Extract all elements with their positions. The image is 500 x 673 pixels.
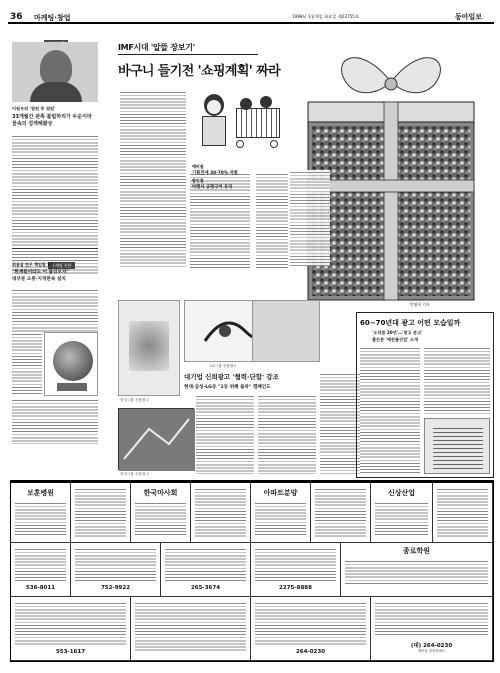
ad-box	[11, 597, 131, 661]
portrait-photo	[12, 42, 98, 102]
feature-rule	[118, 54, 258, 55]
ad-box	[341, 543, 493, 597]
page-number: 36	[10, 12, 23, 22]
left-body-text-2	[12, 288, 98, 332]
section-name: 마케팅·창업	[34, 14, 71, 22]
ad-image-3	[252, 300, 320, 362]
ad-image-1	[118, 300, 180, 396]
newspaper-name: 동아일보	[455, 12, 483, 21]
right-body-col-1	[360, 346, 420, 474]
ad-phone: 536-8011	[25, 585, 56, 591]
ad-name: 한국마사회	[143, 489, 178, 497]
ad-box	[11, 483, 71, 543]
left-headline: 33개월간 판촉 불립하리가 두운이라 꿈속의 검색해봤상	[12, 114, 92, 127]
sub2-label: 할인점	[192, 178, 204, 183]
ad-box	[71, 483, 131, 543]
ad-box	[311, 483, 371, 543]
right-kicker: '오리콤 20년'…'광고 문고'	[372, 330, 423, 335]
shopping-illustration	[190, 88, 290, 168]
small-headline: 이원우의 '점원 투 점원'	[12, 106, 56, 111]
right-headline: 60~70년대 광고 어떤 모습일까	[360, 319, 461, 327]
ad-name: 아파트분양	[263, 489, 298, 497]
ad-box	[371, 597, 493, 661]
page-header	[8, 10, 494, 24]
ad-box	[433, 483, 493, 543]
ad-caption-2: LG그룹 신용광고	[210, 364, 237, 368]
ad-box	[251, 597, 371, 661]
ad-box	[251, 543, 341, 597]
ad-caption-1: 삼성그룹 신용광고	[120, 398, 149, 402]
globe-illustration	[44, 332, 98, 396]
photo-credit: 박영희 기자	[410, 302, 430, 307]
left-body-text-4	[12, 398, 98, 444]
ad-box	[161, 543, 251, 597]
ad-box	[191, 483, 251, 543]
ad-footer: 개포동 삼성아파트	[417, 649, 446, 653]
left-kicker: 최용실 연구 책임팀 1종	[12, 262, 54, 267]
sub1-label: 예비쉼	[192, 164, 204, 169]
ad-name: 신상산업	[387, 489, 416, 497]
ad-name: 보훈병원	[26, 489, 55, 497]
left-subhead-2: 대부분 소통·지적판속 설치	[12, 277, 66, 282]
feature-body-col-1	[120, 90, 186, 268]
ad-box	[11, 543, 71, 597]
sub1-text: 기획전에 30·70% 저렴	[192, 171, 238, 176]
ad-phone: 265-3674	[190, 585, 221, 591]
divider	[12, 248, 98, 249]
classified-ads	[10, 482, 494, 662]
ad-image-4	[118, 408, 194, 470]
left-subhead-1: "한계들이라도 이 불리보자"	[12, 270, 69, 275]
old-ad-image	[424, 418, 490, 474]
mid-headline: 대기업 신뢰광고 '협력·단합' 강조	[184, 373, 279, 381]
ad-box	[371, 483, 433, 543]
ad-box	[131, 483, 191, 543]
ad-phone: (대) 264-0230	[410, 643, 453, 649]
ad-phone: 2275-8888	[279, 585, 312, 591]
right-body-col-2	[424, 346, 490, 416]
left-column	[10, 30, 100, 280]
mid-subhead: 현대·삼성·LG등 "1등 위해 돌파" 캠페인도	[184, 385, 271, 390]
mid-body-col-2	[258, 394, 316, 474]
ad-phone: 752-9922	[100, 585, 131, 591]
right-subhead: 출간본 '예전품산업' 소개	[372, 337, 418, 342]
feature-kicker: IMF시대 '알뜰 장보기'	[118, 43, 195, 52]
ad-phone: 264-0230	[295, 649, 326, 655]
feature-body-col-3	[256, 172, 288, 268]
sub2-text: 마켓서 공평구어 유리	[192, 185, 233, 190]
ad-box	[71, 543, 161, 597]
ad-name: 종로학원	[402, 547, 431, 555]
mid-body-col-1	[196, 394, 254, 474]
left-body-text-3	[12, 332, 42, 396]
feature-body-col-4	[290, 170, 330, 266]
date-line: 1998년 1월 6일 화요일 제23755호	[292, 14, 359, 19]
section-tag-2: 마케팅 진단	[48, 262, 75, 269]
ad-box	[251, 483, 311, 543]
feature-headline: 바구니 들기전 '쇼핑계획' 짜라	[118, 64, 281, 79]
ad-phone: 553-1617	[55, 649, 86, 655]
ad-caption-3: 현대그룹 신용광고	[120, 472, 149, 476]
ad-box	[131, 597, 251, 661]
